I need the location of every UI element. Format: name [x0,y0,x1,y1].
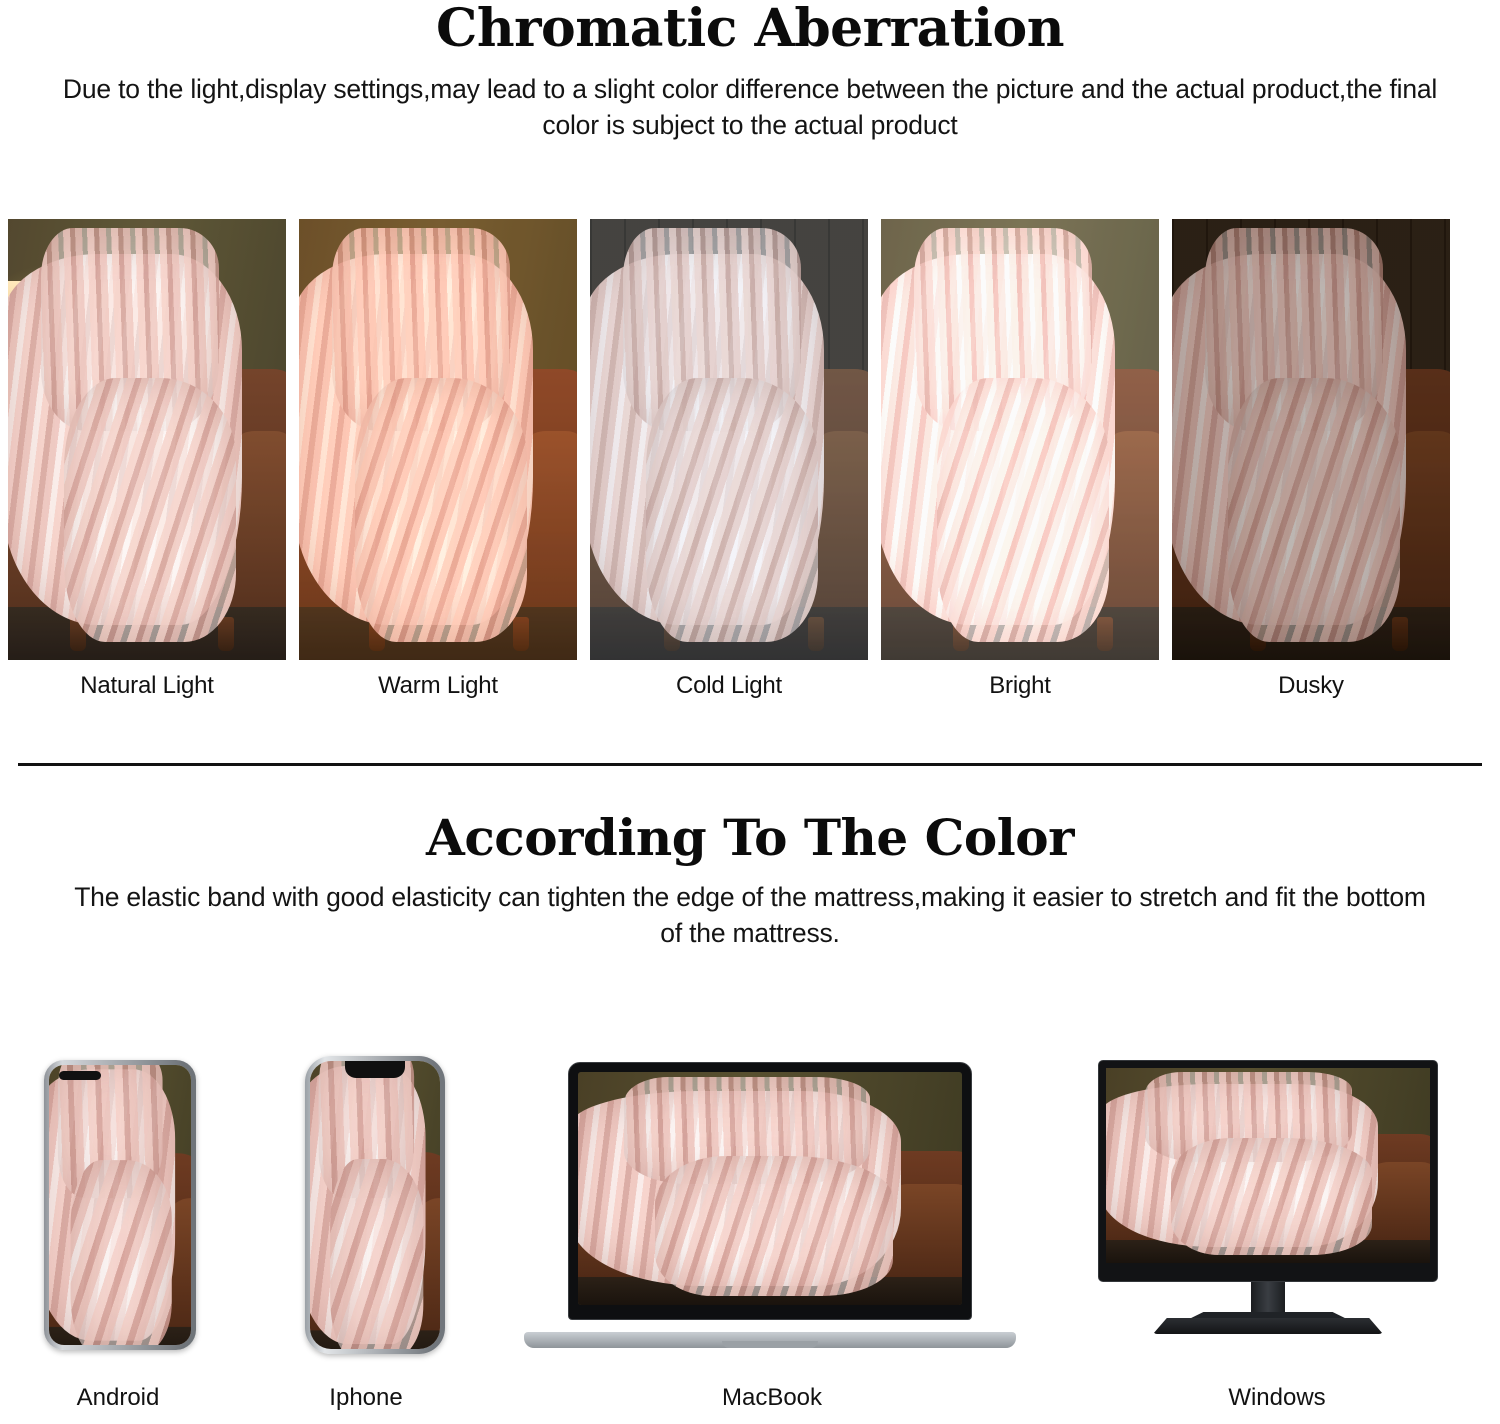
product-photo-natural-light [8,219,286,660]
device-android [44,1060,196,1350]
variant-label-warm-light: Warm Light [378,672,498,699]
macbook-trackpad-notch [722,1341,818,1348]
section2-title: According To The Color [426,808,1074,867]
monitor-stand-base [1153,1318,1383,1334]
variant-label-cold-light: Cold Light [675,672,783,699]
iphone-notch [345,1061,405,1078]
product-photo-warm-light [299,219,577,660]
variant-label-natural-light: Natural Light [80,672,214,699]
section2-description: The elastic band with good elasticity can tighten the edge of the mattress,making it easier to stretch and fit the bottom of the mattress. [74,881,1426,949]
device-label-android: Android [76,1384,160,1411]
product-photo-dusky [1172,219,1450,660]
variant-label-dusky: Dusky [1278,672,1344,699]
variant-label-bright: Bright [989,672,1051,699]
light-variant-labels [8,672,1492,700]
product-photo-cold-light [590,219,868,660]
android-notch [59,1071,101,1080]
section-divider [18,763,1482,766]
light-variant-gallery [8,219,1492,660]
device-label-iphone: Iphone [329,1384,403,1411]
section1-description: Due to the light,display settings,may lead to a slight color difference between the picture and the actual product,the final color is subject to the actual product [62,73,1438,141]
device-macbook [524,1062,1016,1362]
product-photo-bright [881,219,1159,660]
device-label-windows: Windows [1228,1384,1326,1411]
device-labels [0,1384,1500,1424]
device-windows-monitor [1098,1060,1438,1360]
device-iphone [305,1056,445,1354]
device-label-macbook: MacBook [721,1384,823,1411]
section2 [0,810,1500,952]
device-gallery [0,1050,1500,1350]
section1-title: Chromatic Aberration [435,0,1065,59]
